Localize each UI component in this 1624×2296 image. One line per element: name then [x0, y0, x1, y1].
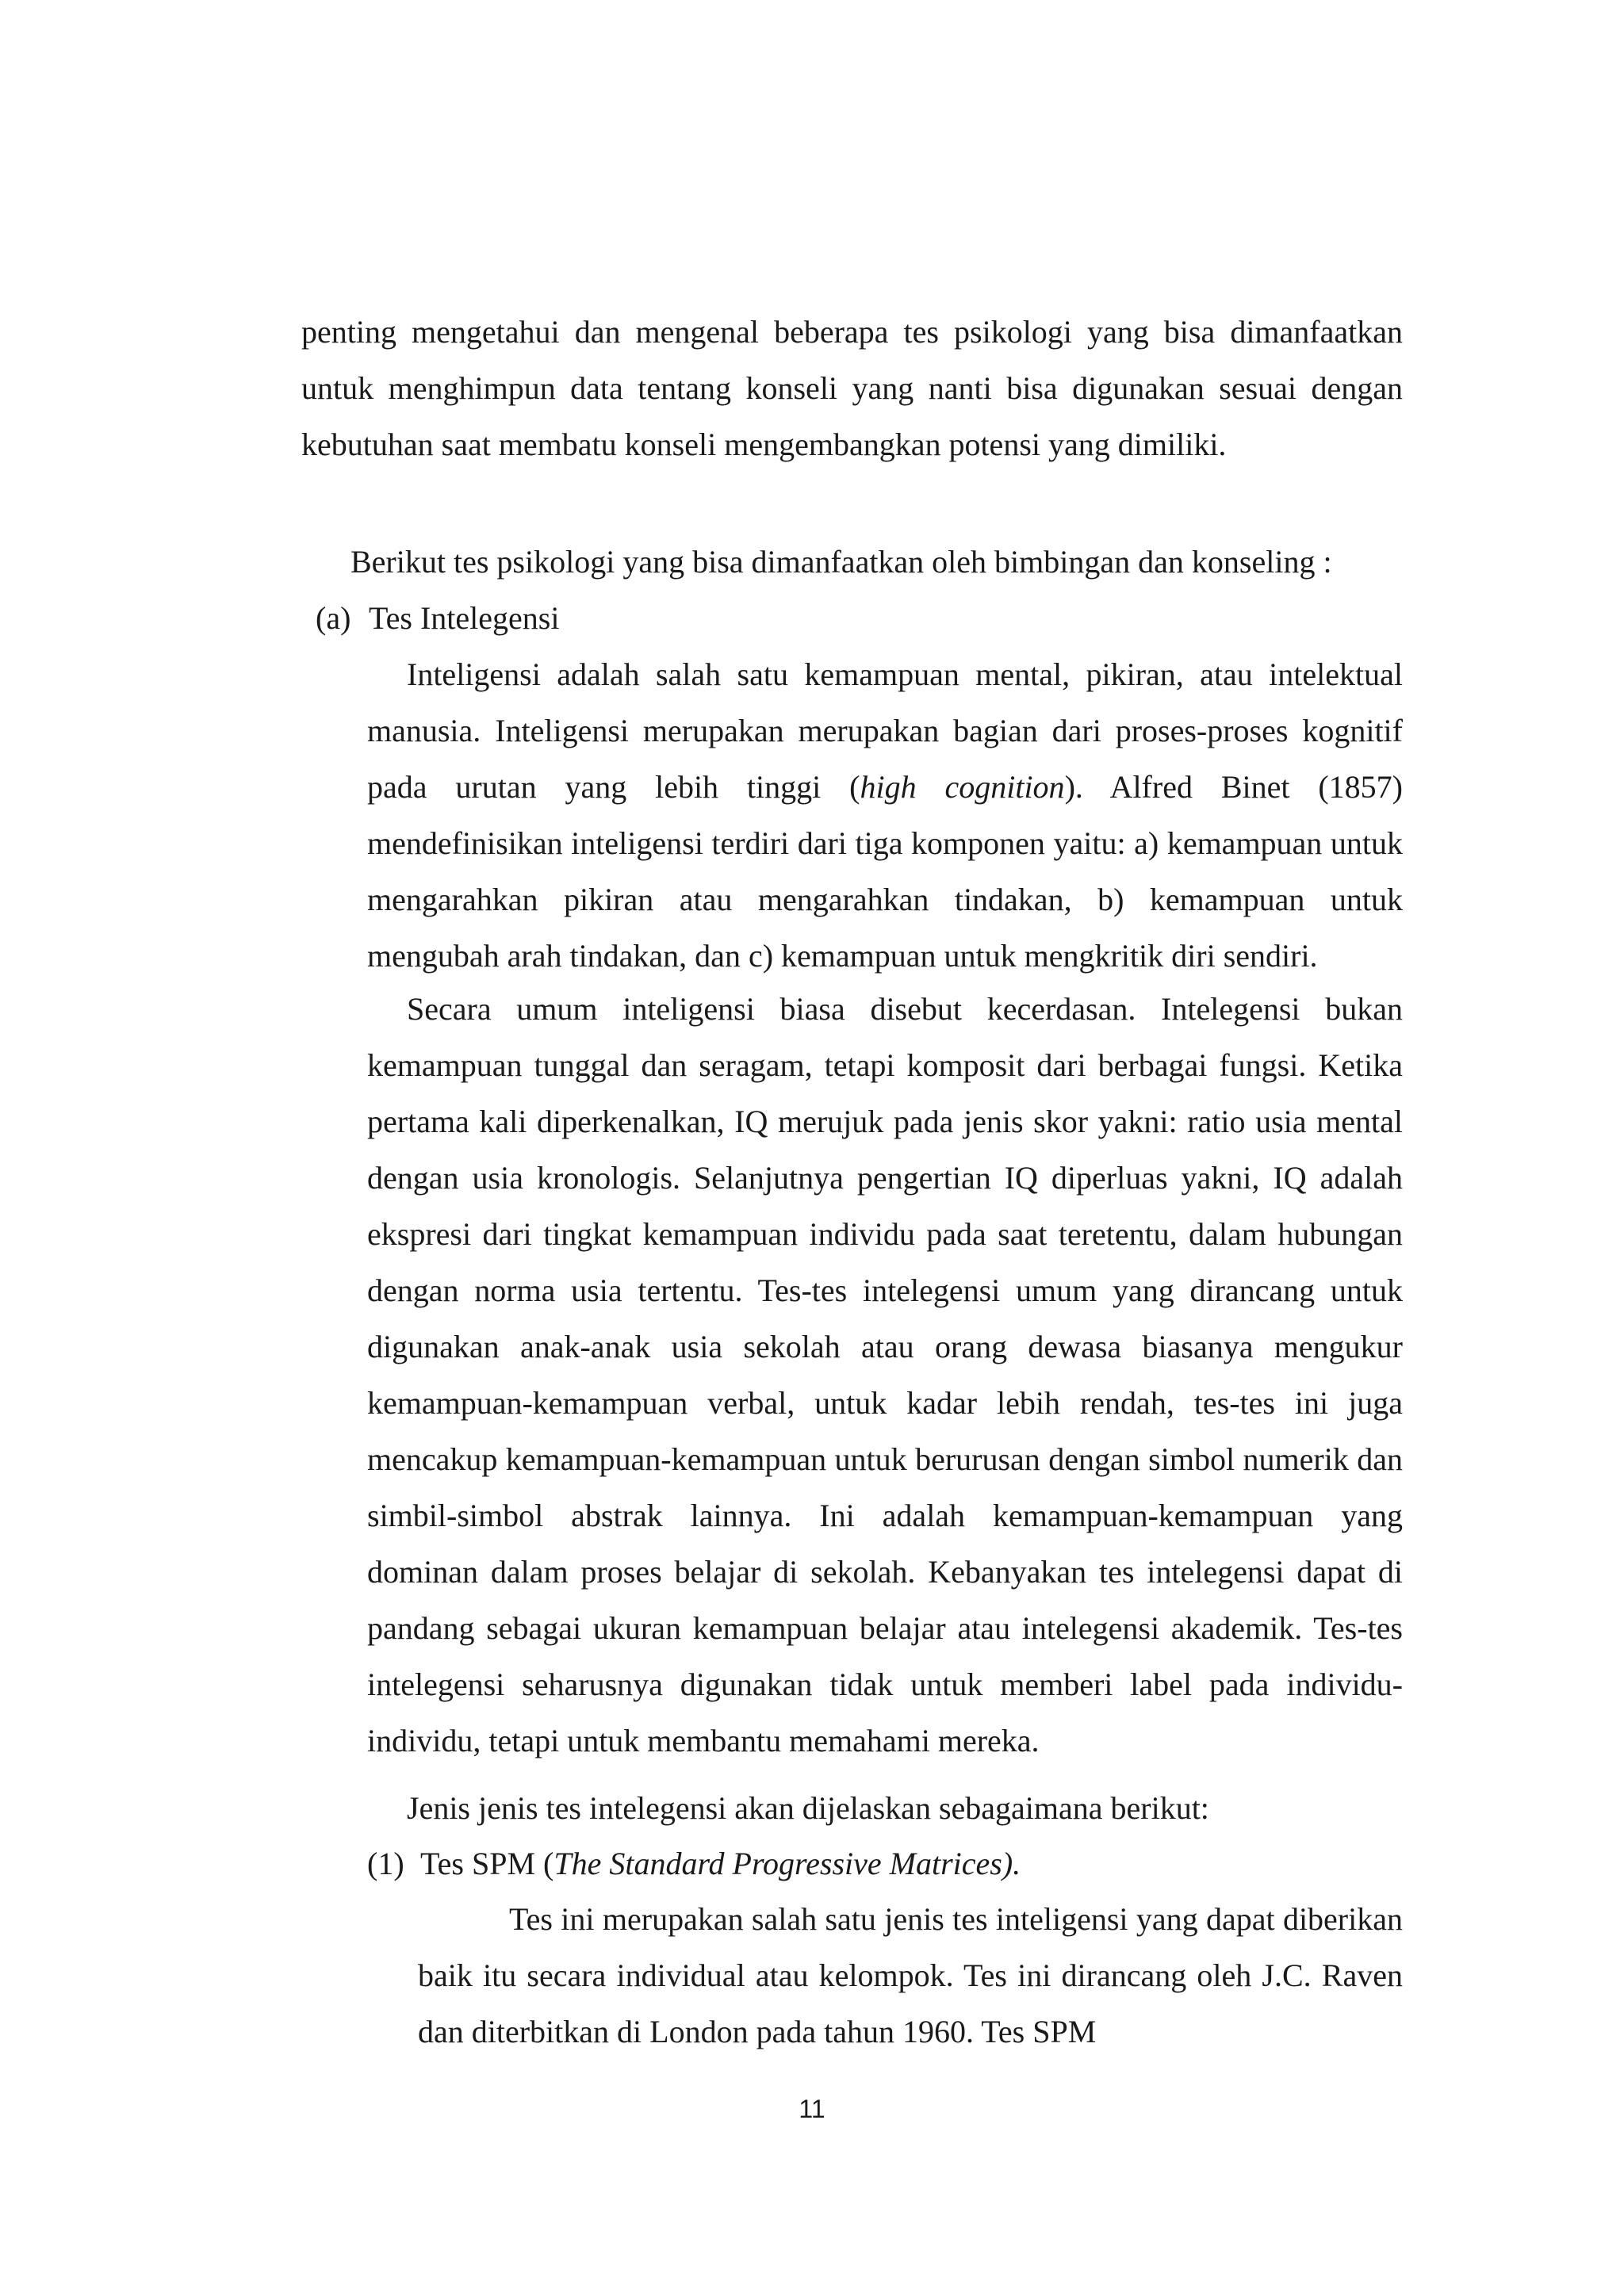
section-a-heading: [316, 590, 559, 646]
paragraph-1-italic-term: high cognition: [860, 769, 1065, 805]
section-a-marker: (a): [316, 600, 351, 636]
section-a-title: Tes Intelegensi: [369, 600, 560, 636]
paragraph-1-text-end: ). Alfred Binet (1857) mendefinisikan inteligensi terdiri dari tiga komponen yaitu: a) kemampuan untuk mengarahkan pikiran atau mengarahkan tindakan, b) kemampuan untuk mengubah arah tindakan, dan c) kemampuan untuk mengkritik diri sendiri.: [367, 769, 1403, 974]
item-1-title-italic: The Standard Progressive Matrices).: [553, 1846, 1021, 1881]
item-1-marker: (1): [367, 1846, 404, 1881]
item-1-paragraph: Tes ini merupakan salah satu jenis tes inteligensi yang dapat diberikan baik itu secara individual atau kelompok. Tes ini dirancang oleh J.C. Raven dan diterbitkan di London pada tahun 1960. Tes SPM: [418, 1901, 1403, 2049]
page-number: 11: [799, 2095, 825, 2123]
intro-paragraph: penting mengetahui dan mengenal beberapa tes psikologi yang bisa dimanfaatkan untuk menghimpun data tentang konseli yang nanti bisa digunakan sesuai dengan kebutuhan saat membatu konseli mengembangkan potensi yang dimiliki.: [301, 314, 1403, 462]
item-1-title-prefix: Tes SPM (: [420, 1846, 554, 1881]
section-a-paragraph-1: [367, 646, 1403, 984]
item-1-heading: [367, 1835, 1021, 1892]
section-a-paragraph-2: Secara umum inteligensi biasa disebut kecerdasan. Intelegensi bukan kemampuan tunggal dan seragam, tetapi komposit dari berbagai fungsi. Ketika pertama kali diperkenalkan, IQ merujuk pada jenis skor yakni: ratio usia mental dengan usia kronologis. Selanjutnya pengertian IQ diperluas yakni, IQ adalah ekspresi dari tingkat kemampuan individu pada saat teretentu, dalam hubungan dengan norma usia tertentu. Tes-tes intelegensi umum yang dirancang untuk digunakan anak-anak usia sekolah atau orang dewasa biasanya mengukur kemampuan-kemampuan verbal, untuk kadar lebih rendah, tes-tes ini juga mencakup kemampuan-kemampuan untuk berurusan dengan simbol numerik dan simbil-simbol abstrak lainnya. Ini adalah kemampuan-kemampuan yang dominan dalam proses belajar di sekolah. Kebanyakan tes intelegensi dapat di pandang sebagai ukuran kemampuan belajar atau intelegensi akademik. Tes-tes intelegensi seharusnya digunakan tidak untuk memberi label pada individu-individu, tetapi untuk membantu memahami mereka.: [367, 991, 1403, 1758]
lead-paragraph: Berikut tes psikologi yang bisa dimanfaatkan oleh bimbingan dan konseling :: [350, 544, 1332, 580]
section-a-paragraph-3: Jenis jenis tes intelegensi akan dijelaskan sebagaimana berikut:: [407, 1790, 1209, 1826]
paragraph-1-text-start: Inteligensi adalah salah satu kemampuan mental, pikiran, atau intelektual manusia. Inteligensi merupakan merupakan bagian dari proses-proses kognitif pada urutan yang lebih tinggi (: [367, 656, 1403, 805]
